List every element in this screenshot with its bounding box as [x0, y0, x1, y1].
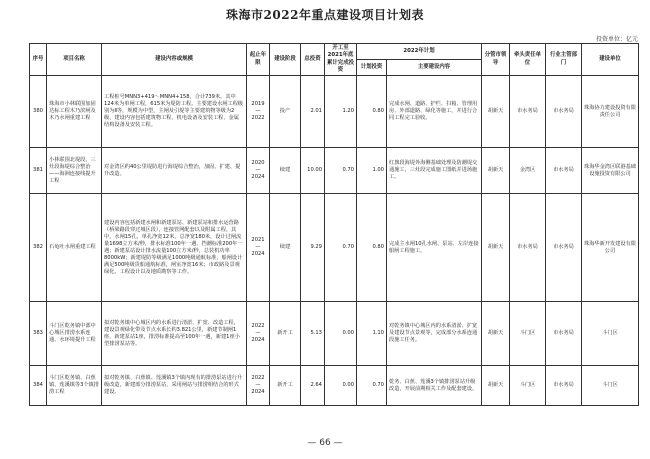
cell-completed: 0.70: [325, 194, 357, 302]
table-row: [30, 148, 639, 194]
unit-label: 投资单位：亿元: [595, 36, 638, 43]
cell-lead-unit: 金湾区: [510, 148, 546, 194]
cell-completed: 0.00: [325, 302, 357, 366]
header-builder: 建设单位: [582, 44, 639, 76]
cell-dept: 市水务局: [546, 302, 582, 366]
cell-seq: 381: [30, 148, 47, 194]
cell-seq: 383: [30, 302, 47, 366]
cell-completed: 0.70: [325, 148, 357, 194]
cell-content: 建设内容包括新建水闸和新建泵站、新建泵站和排水运营路（桥梁路段穿过城区段），连接管网配套以及附属工程。其中，水闸15孔，单孔净宽12米，总净宽180米，设计过闸流量1698立方米/秒，排水标准100年一遇，挡潮标准200年一遇；新建泵站设计排水流量100立方米/秒，总装机功率8000kW；新建堤防等级满足1000吨级通航标准，船闸设计满足500吨级货船通航标准，闸室净宽16米；市政路及景观绿化、工程设计以及地质勘察等工作。: [102, 194, 247, 302]
cell-builder: 斗门区: [582, 366, 639, 406]
cell-plan-content: 对乾务镇中心城区内的水系清淤、扩宽及建设节点景观等，完成部分水系连通段施工任务。: [387, 302, 482, 366]
table-row: [30, 302, 639, 366]
cell-city-leader: 胡新天: [482, 366, 510, 406]
cell-lead-unit: 市水务局: [510, 194, 546, 302]
page-title: 珠海市2022年重点建设项目计划表: [226, 8, 424, 22]
cell-dept: 市水务局: [546, 366, 582, 406]
cell-years: 2020—2024: [247, 148, 270, 194]
cell-builder: 珠海华金湾区联港基础设施投资有限公司: [582, 148, 639, 194]
header-row: [30, 44, 639, 60]
table-row: [30, 194, 639, 302]
cell-content: 对金湾区约40公里堤防进行海堤综合整治，加固、扩建、提升改造。: [102, 148, 247, 194]
cell-stage: 投产: [270, 76, 301, 148]
cell-content: 拟对乾务镇中心城区内的水系进行清淤、扩宽、改造工程，建设景观绿化带及节点水系长约3.821公里，新建节制闸1座，新建泵站1座，排涝标准提高至100年一遇，新建1座小型排涝泵站等。: [102, 302, 247, 366]
cell-content: 拟对乾务镇、白蕉镇、莲溪镇3个镇内现有的排涝泵站进行升级改造，新建部分排涝泵站，采用闸站与排涝相结合的形式建设。: [102, 366, 247, 406]
cell-plan-content: 红旗段海堤外海侧基础处理及防潮堤交通施工，三灶段完成施工图纸并进场施工。: [387, 148, 482, 194]
cell-stage: 新开工: [270, 302, 301, 366]
cell-seq: 384: [30, 366, 47, 406]
cell-name: 斗门区乾务镇、白蕉镇、莲溪镇等3个镇排涝工程: [47, 366, 102, 406]
cell-dept: 市水务局: [546, 194, 582, 302]
cell-city-leader: 胡新天: [482, 76, 510, 148]
cell-total: 10.00: [301, 148, 325, 194]
cell-plan-invest: 0.80: [357, 76, 387, 148]
cell-name: 斗门区乾务镇中部中心城区排涝水系连通、水环境提升工程: [47, 302, 102, 366]
cell-plan-content: 完成水闸、道路、护栏、扫箱、管理用房、外部道路、绿化等施工，并进行合同工程完工验收。: [387, 76, 482, 148]
cell-plan-content: 完成主水闸10孔水闸、泵站、左岸连接船闸工程施工。: [387, 194, 482, 302]
header-dept: 行业主管部门: [546, 44, 582, 76]
cell-builder: 斗门区: [582, 302, 639, 366]
header-plan-invest: 计划投资: [357, 60, 387, 76]
project-table: [29, 43, 639, 406]
cell-builder: 珠海华新开发建设有限公司: [582, 194, 639, 302]
cell-plan-invest: 0.70: [357, 366, 387, 406]
header-content: 建设内容或规模: [102, 44, 247, 76]
header-plan-content: 主要建设内容: [387, 60, 482, 76]
cell-dept: 市水务局: [546, 148, 582, 194]
cell-city-leader: 胡新天: [482, 148, 510, 194]
cell-name: 珠海市小林联围加固达标工程木乃滨闸及木乃水闸重建工程: [47, 76, 102, 148]
table-row: [30, 366, 639, 406]
cell-lead-unit: 市水务局: [510, 76, 546, 148]
cell-years: 2022—2024: [247, 302, 270, 366]
cell-years: 2019—2022: [247, 76, 270, 148]
cell-stage: 新开工: [270, 366, 301, 406]
cell-builder: 珠海协力建设投资有限责任公司: [582, 76, 639, 148]
cell-lead-unit: 斗门区: [510, 302, 546, 366]
cell-city-leader: 胡新天: [482, 302, 510, 366]
cell-years: 2022—2024: [247, 366, 270, 406]
cell-plan-invest: 1.00: [357, 148, 387, 194]
cell-total: 2.64: [301, 366, 325, 406]
cell-stage: 续建: [270, 148, 301, 194]
cell-total: 5.13: [301, 302, 325, 366]
cell-stage: 续建: [270, 194, 301, 302]
cell-name: 石龟吐水闸重建工程: [47, 194, 102, 302]
header-city-leader: 分管市领导: [482, 44, 510, 76]
header-name: 项目名称: [47, 44, 102, 76]
cell-plan-invest: 1.10: [357, 302, 387, 366]
cell-name: 小林联围北堤段、三灶段海堤综合整治——海洲连接线提升工程: [47, 148, 102, 194]
header-plan-2022: 2022年计划: [357, 44, 482, 60]
table-row: [30, 76, 639, 148]
cell-city-leader: 胡新天: [482, 194, 510, 302]
cell-completed: 0.00: [325, 366, 357, 406]
header-stage: 建设阶段: [270, 44, 301, 76]
header-completed: 开工至2021年底累计完成投资: [325, 44, 357, 76]
header-years: 起止年限: [247, 44, 270, 76]
cell-lead-unit: 斗门区: [510, 366, 546, 406]
cell-total: 9.29: [301, 194, 325, 302]
cell-dept: 市水务局: [546, 76, 582, 148]
cell-plan-invest: 0.80: [357, 194, 387, 302]
header-total: 总投资: [301, 44, 325, 76]
cell-years: 2021—2024: [247, 194, 270, 302]
header-lead-unit: 牵头责任单位: [510, 44, 546, 76]
cell-content: 工程桩号MNN3+419～MNN4+158，合计739米，其中124米为单闸工程，615米为堤防工程。主要建设水闸工程级别为Ⅱ等，规模为中型，主闸及引堤等主要建筑物等级为2级，建设内容包括建筑物工程、机电设备及安装工程、金属结构设备及安装工程。: [102, 76, 247, 148]
cell-plan-content: 乾务、白蕉、莲溪3个镇排涝泵站升级改造，开展前期相关工作及配套建设。: [387, 366, 482, 406]
cell-completed: 1.20: [325, 76, 357, 148]
cell-seq: 382: [30, 194, 47, 302]
cell-seq: 380: [30, 76, 47, 148]
page-number: — 66 —: [307, 438, 343, 448]
cell-total: 2.01: [301, 76, 325, 148]
header-seq: 序号: [30, 44, 47, 76]
